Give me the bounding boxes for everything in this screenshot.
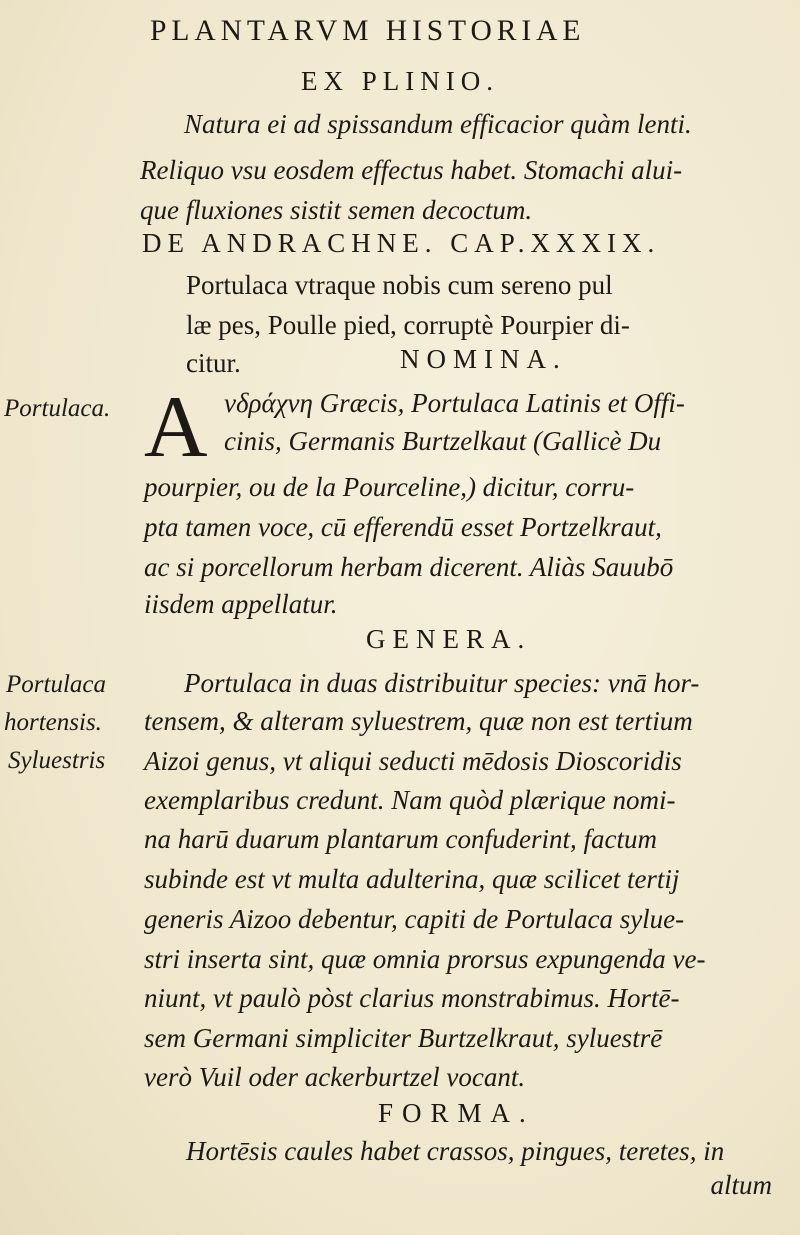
drop-cap: A (144, 379, 208, 476)
text-line: stri inserta sint, quæ omnia prorsus expungenda ve- (144, 944, 706, 974)
text-line: citur. (186, 348, 241, 378)
heading-genera: GENERA. (366, 624, 532, 654)
text-line: que fluxiones sistit semen decoctum. (140, 195, 533, 225)
text-line: Natura ei ad spissandum efficacior quàm lenti. (184, 109, 692, 139)
text-line: subinde est vt multa adulterina, quæ scilicet tertij (144, 864, 680, 894)
margin-note: Portulaca (6, 671, 106, 698)
text-line: na harū duarum plantarum confuderint, factum (144, 824, 657, 854)
text-line: Hortēsis caules habet crassos, pingues, teretes, in (186, 1136, 725, 1166)
text-line: læ pes, Poulle pied, corruptè Pourpier di- (186, 310, 630, 340)
text-line: cinis, Germanis Burtzelkaut (Gallicè Du (224, 426, 662, 456)
text-line: νδράχνη Græcis, Portulaca Latinis et Offi- (224, 388, 685, 418)
margin-note: Portulaca. (4, 395, 111, 422)
text-line: ac si porcellorum herbam dicerent. Aliàs Sauubō (144, 552, 674, 582)
text-line: pourpier, ou de la Pourceline,) dicitur, corru- (144, 472, 635, 502)
text-line: Aizoi genus, vt aliqui seducti mēdosis Dioscoridis (144, 746, 682, 776)
subtitle: EX PLINIO. (301, 66, 499, 96)
margin-note: hortensis. (4, 709, 102, 736)
heading-nomina: NOMINA. (400, 344, 567, 374)
text-line: pta tamen voce, cū efferendū esset Portzelkraut, (144, 512, 662, 542)
text-line: Portulaca in duas distribuitur species: vnā hor- (184, 668, 700, 698)
text-line: Reliquo vsu eosdem effectus habet. Stomachi alui- (140, 155, 683, 185)
text-line: iisdem appellatur. (144, 589, 338, 619)
text-line: verò Vuil oder ackerburtzel vocant. (144, 1062, 526, 1092)
margin-note: Syluestris (8, 747, 106, 774)
text-line: Portulaca vtraque nobis cum sereno pul (186, 270, 613, 300)
text-line: niunt, vt paulò pòst clarius monstrabimus. Hortē- (144, 983, 680, 1013)
heading-forma: FORMA. (378, 1098, 535, 1128)
text-line: tensem, & alteram syluestrem, quæ non est tertium (144, 706, 693, 736)
chapter-heading: DE ANDRACHNE. CAP.XXXIX. (142, 228, 661, 258)
text-line: exemplaribus credunt. Nam quòd plærique nomi- (144, 785, 676, 815)
text-line: sem Germani simpliciter Burtzelkraut, syluestrē (144, 1023, 663, 1053)
text-line: generis Aizoo debentur, capiti de Portulaca sylue- (144, 904, 685, 934)
catchword: altum (710, 1170, 772, 1200)
running-head: PLANTARVM HISTORIAE (150, 14, 586, 47)
